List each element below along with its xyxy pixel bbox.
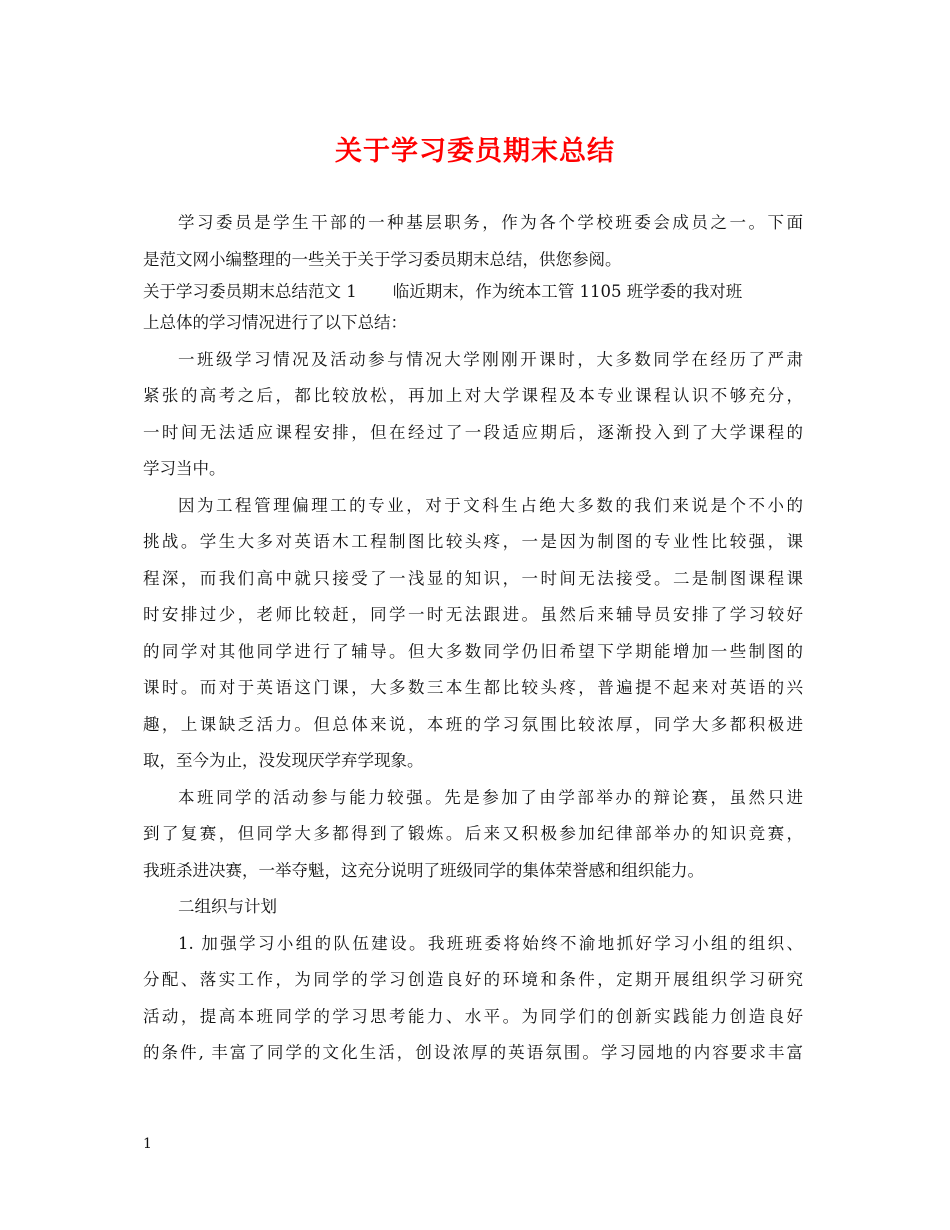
paragraph-line: 取，至今为止，没发现厌学弃学现象。 <box>143 751 424 770</box>
paragraph-line: 1. 加强学习小组的队伍建设。我班班委将始终不渝地抓好学习小组的组织、 <box>178 933 803 953</box>
document-body <box>143 205 803 1072</box>
paragraph-line: 一班级学习情况及活动参与情况大学刚刚开课时，大多数同学在经历了严肃 <box>178 349 803 369</box>
paragraph-line: 学习当中。 <box>143 459 226 478</box>
paragraph-line: 学习委员是学生干部的一种基层职务，作为各个学校班委会成员之一。下面 <box>178 213 803 232</box>
paragraph-line <box>143 278 803 305</box>
paragraph-line: 一时间无法适应课程安排，但在经过了一段适应期后，逐渐投入到了大学课程的 <box>143 422 803 442</box>
paragraph-line: 紧张的高考之后，都比较放松，再加上对大学课程及本专业课程认识不够充分， <box>143 386 803 405</box>
paragraph-line: 活动，提高本班同学的学习思考能力、水平。为同学们的创新实践能力创造良好 <box>143 1006 803 1026</box>
paragraph-line: 我班杀进决赛，一举夺魁，这充分说明了班级同学的集体荣誉感和组织能力。 <box>143 860 704 880</box>
paragraph-line: 的同学对其他同学进行了辅导。但大多数同学仍旧希望下学期能增加一些制图的 <box>143 641 803 661</box>
paragraph-line: 程深，而我们高中就只接受了一浅显的知识，一时间无法接受。二是制图课程课 <box>143 568 803 588</box>
paragraph-line: 上总体的学习情况进行了以下总结： <box>143 313 407 332</box>
section-heading: 二组织与计划 <box>178 897 277 916</box>
paragraph-text: 临近期末，作为统本工管 1105 班学委的我对班 <box>392 282 743 301</box>
paragraph-line: 分配、落实工作，为同学的学习创造良好的环境和条件，定期开展组织学习研究 <box>143 970 803 989</box>
paragraph-line: 趣，上课缺乏活力。但总体来说，本班的学习氛围比较浓厚，同学大多都积极进 <box>143 714 803 734</box>
paragraph-line: 是范文网小编整理的一些关于关于学习委员期末总结，供您参阅。 <box>143 249 622 269</box>
paragraph-line: 本班同学的活动参与能力较强。先是参加了由学部举办的辩论赛，虽然只进 <box>178 787 803 807</box>
paragraph-line: 因为工程管理偏理工的专业，对于文科生占绝大多数的我们来说是个不小的 <box>178 495 803 515</box>
paragraph-line: 时安排过少，老师比较赶，同学一时无法跟进。虽然后来辅导员安排了学习较好 <box>143 605 803 624</box>
paragraph-line: 课时。而对于英语这门课，大多数三本生都比较头疼，普遍提不起来对英语的兴 <box>143 678 803 697</box>
sample-heading: 关于学习委员期末总结范文 1 <box>143 282 357 301</box>
document-title: 关于学习委员期末总结 <box>335 136 615 167</box>
paragraph-line: 挑战。学生大多对英语木工程制图比较头疼，一是因为制图的专业性比较强，课 <box>143 532 803 551</box>
page-number: 1 <box>143 1136 152 1152</box>
paragraph-line: 的条件, 丰富了同学的文化生活，创设浓厚的英语氛围。学习园地的内容要求丰富 <box>143 1043 803 1062</box>
paragraph-line: 到了复赛，但同学大多都得到了锻炼。后来又积极参加纪律部举办的知识竞赛， <box>143 824 803 843</box>
